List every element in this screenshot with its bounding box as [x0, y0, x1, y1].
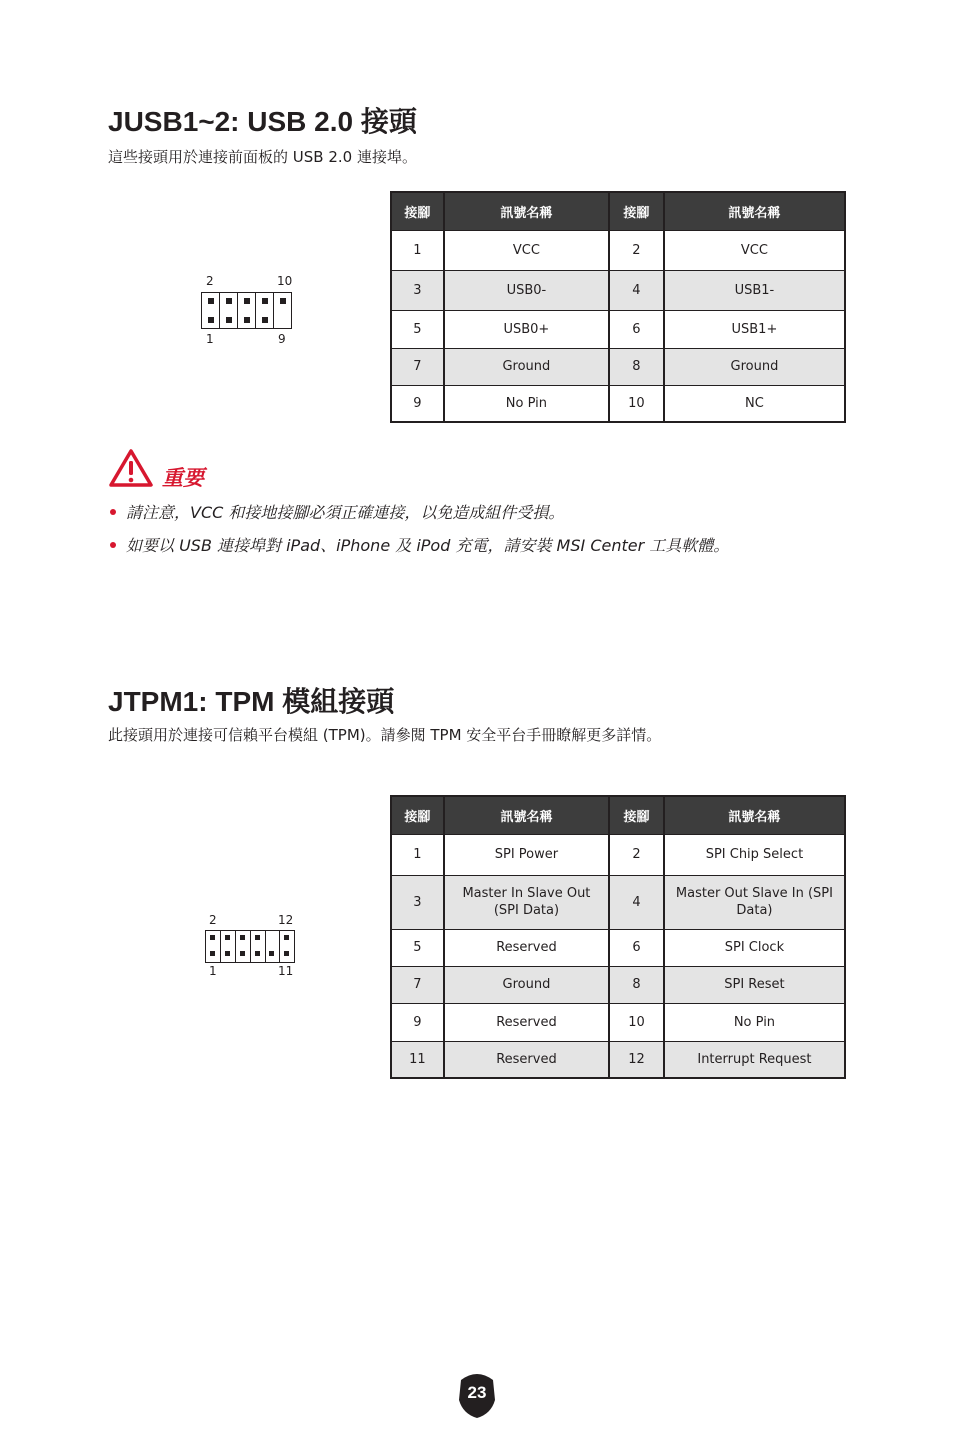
pin: [226, 317, 232, 323]
pin: [225, 951, 230, 956]
pin: [269, 951, 274, 956]
tpm-header-label-top-left: 2: [209, 913, 217, 927]
signal-name: Interrupt Request: [664, 1041, 845, 1078]
signal-name: Reserved: [444, 929, 609, 966]
tpm-section-description: 此接頭用於連接可信賴平台模組 (TPM)。請參閱 TPM 安全平台手冊瞭解更多詳情。: [108, 726, 662, 744]
signal-name: Reserved: [444, 1003, 609, 1041]
table-row: [391, 348, 845, 385]
pin: [226, 298, 232, 304]
signal-name: USB0+: [444, 310, 609, 348]
column-header: 接腳: [609, 192, 664, 230]
signal-name: Ground: [664, 348, 845, 385]
signal-name: USB1-: [664, 270, 845, 310]
pin-number: 7: [391, 348, 444, 385]
signal-name: No Pin: [664, 1003, 845, 1041]
pin: [225, 935, 230, 940]
pin-number: 11: [391, 1041, 444, 1078]
column-header: 接腳: [391, 796, 444, 834]
signal-name: SPI Power: [444, 834, 609, 875]
pin-number: 7: [391, 966, 444, 1003]
pin: [208, 298, 214, 304]
signal-name: SPI Reset: [664, 966, 845, 1003]
pin: [240, 935, 245, 940]
important-title: 重要: [162, 466, 204, 490]
tpm-header-outline: [205, 930, 295, 963]
pin-number: 4: [609, 875, 664, 929]
pin-number: 5: [391, 929, 444, 966]
pin: [210, 935, 215, 940]
pin-number: 6: [609, 929, 664, 966]
usb-header-label-top-right: 10: [277, 274, 293, 288]
column-header: 接腳: [609, 796, 664, 834]
pin: [240, 951, 245, 956]
pin: [262, 317, 268, 323]
signal-name: USB1+: [664, 310, 845, 348]
table-header-row: [391, 796, 845, 834]
column-header: 訊號名稱: [664, 192, 845, 230]
pin-number: 10: [609, 1003, 664, 1041]
pin-number: 12: [609, 1041, 664, 1078]
table-row: [391, 270, 845, 310]
column-header: 接腳: [391, 192, 444, 230]
table-row: [391, 385, 845, 422]
usb-header-outline: [201, 292, 292, 329]
bullet-text: 請注意，VCC 和接地接腳必須正確連接，以免造成組件受損。: [126, 503, 565, 522]
pin: [244, 317, 250, 323]
pin-number: 3: [391, 875, 444, 929]
signal-name: NC: [664, 385, 845, 422]
pin: [284, 951, 289, 956]
pin-number: 6: [609, 310, 664, 348]
warning-triangle-icon: [108, 448, 154, 488]
pin: [280, 298, 286, 304]
signal-name: Reserved: [444, 1041, 609, 1078]
tpm-header-label-bottom-right: 11: [278, 964, 294, 978]
pin: [262, 298, 268, 304]
tpm-section-title: JTPM1: TPM 模組接頭: [108, 686, 395, 717]
pin-number: 2: [609, 230, 664, 270]
usb-pin-table: [390, 191, 846, 423]
usb-header-label-top-left: 2: [206, 274, 214, 288]
usb-section-title: JUSB1~2: USB 2.0 接頭: [108, 106, 417, 137]
usb-header-label-bottom-right: 9: [278, 332, 286, 346]
signal-name: VCC: [664, 230, 845, 270]
signal-name: Master Out Slave In (SPI Data): [664, 875, 845, 929]
table-row: [391, 834, 845, 875]
bullet-dot-icon: [110, 542, 116, 548]
column-header: 訊號名稱: [444, 796, 609, 834]
bullet-dot-icon: [110, 509, 116, 515]
table-row: [391, 310, 845, 348]
page-number-badge: [455, 1370, 499, 1420]
usb-section-description: 這些接頭用於連接前面板的 USB 2.0 連接埠。: [108, 148, 417, 166]
column-header: 訊號名稱: [444, 192, 609, 230]
pin: [208, 317, 214, 323]
signal-name: Master In Slave Out (SPI Data): [444, 875, 609, 929]
signal-name: VCC: [444, 230, 609, 270]
signal-name: No Pin: [444, 385, 609, 422]
pin-number: 1: [391, 834, 444, 875]
signal-name: Ground: [444, 966, 609, 1003]
bullet-text: 如要以 USB 連接埠對 iPad、iPhone 及 iPod 充電，請安裝 MSI Center 工具軟體。: [126, 536, 730, 555]
pin-number: 9: [391, 385, 444, 422]
pin: [210, 951, 215, 956]
important-bullet: [110, 533, 729, 556]
signal-name: USB0-: [444, 270, 609, 310]
table-row: [391, 875, 845, 929]
pin-number: 9: [391, 1003, 444, 1041]
tpm-pin-table: [390, 795, 846, 1079]
pin-number: 8: [609, 966, 664, 1003]
table-row: [391, 230, 845, 270]
signal-name: SPI Chip Select: [664, 834, 845, 875]
usb-header-label-bottom-left: 1: [206, 332, 214, 346]
signal-name: Ground: [444, 348, 609, 385]
table-header-row: [391, 192, 845, 230]
table-row: [391, 1003, 845, 1041]
pin-number: 1: [391, 230, 444, 270]
pin-number: 3: [391, 270, 444, 310]
pin: [244, 298, 250, 304]
pin-number: 4: [609, 270, 664, 310]
table-row: [391, 966, 845, 1003]
signal-name: SPI Clock: [664, 929, 845, 966]
pin-number: 5: [391, 310, 444, 348]
tpm-header-label-bottom-left: 1: [209, 964, 217, 978]
pin-number: 2: [609, 834, 664, 875]
pin-number: 8: [609, 348, 664, 385]
column-header: 訊號名稱: [664, 796, 845, 834]
pin: [255, 935, 260, 940]
table-row: [391, 929, 845, 966]
tpm-header-label-top-right: 12: [278, 913, 294, 927]
pin: [255, 951, 260, 956]
pin: [284, 935, 289, 940]
pin-number: 10: [609, 385, 664, 422]
table-row: [391, 1041, 845, 1078]
important-bullet: [110, 500, 564, 523]
page-number: 23: [467, 1383, 487, 1402]
